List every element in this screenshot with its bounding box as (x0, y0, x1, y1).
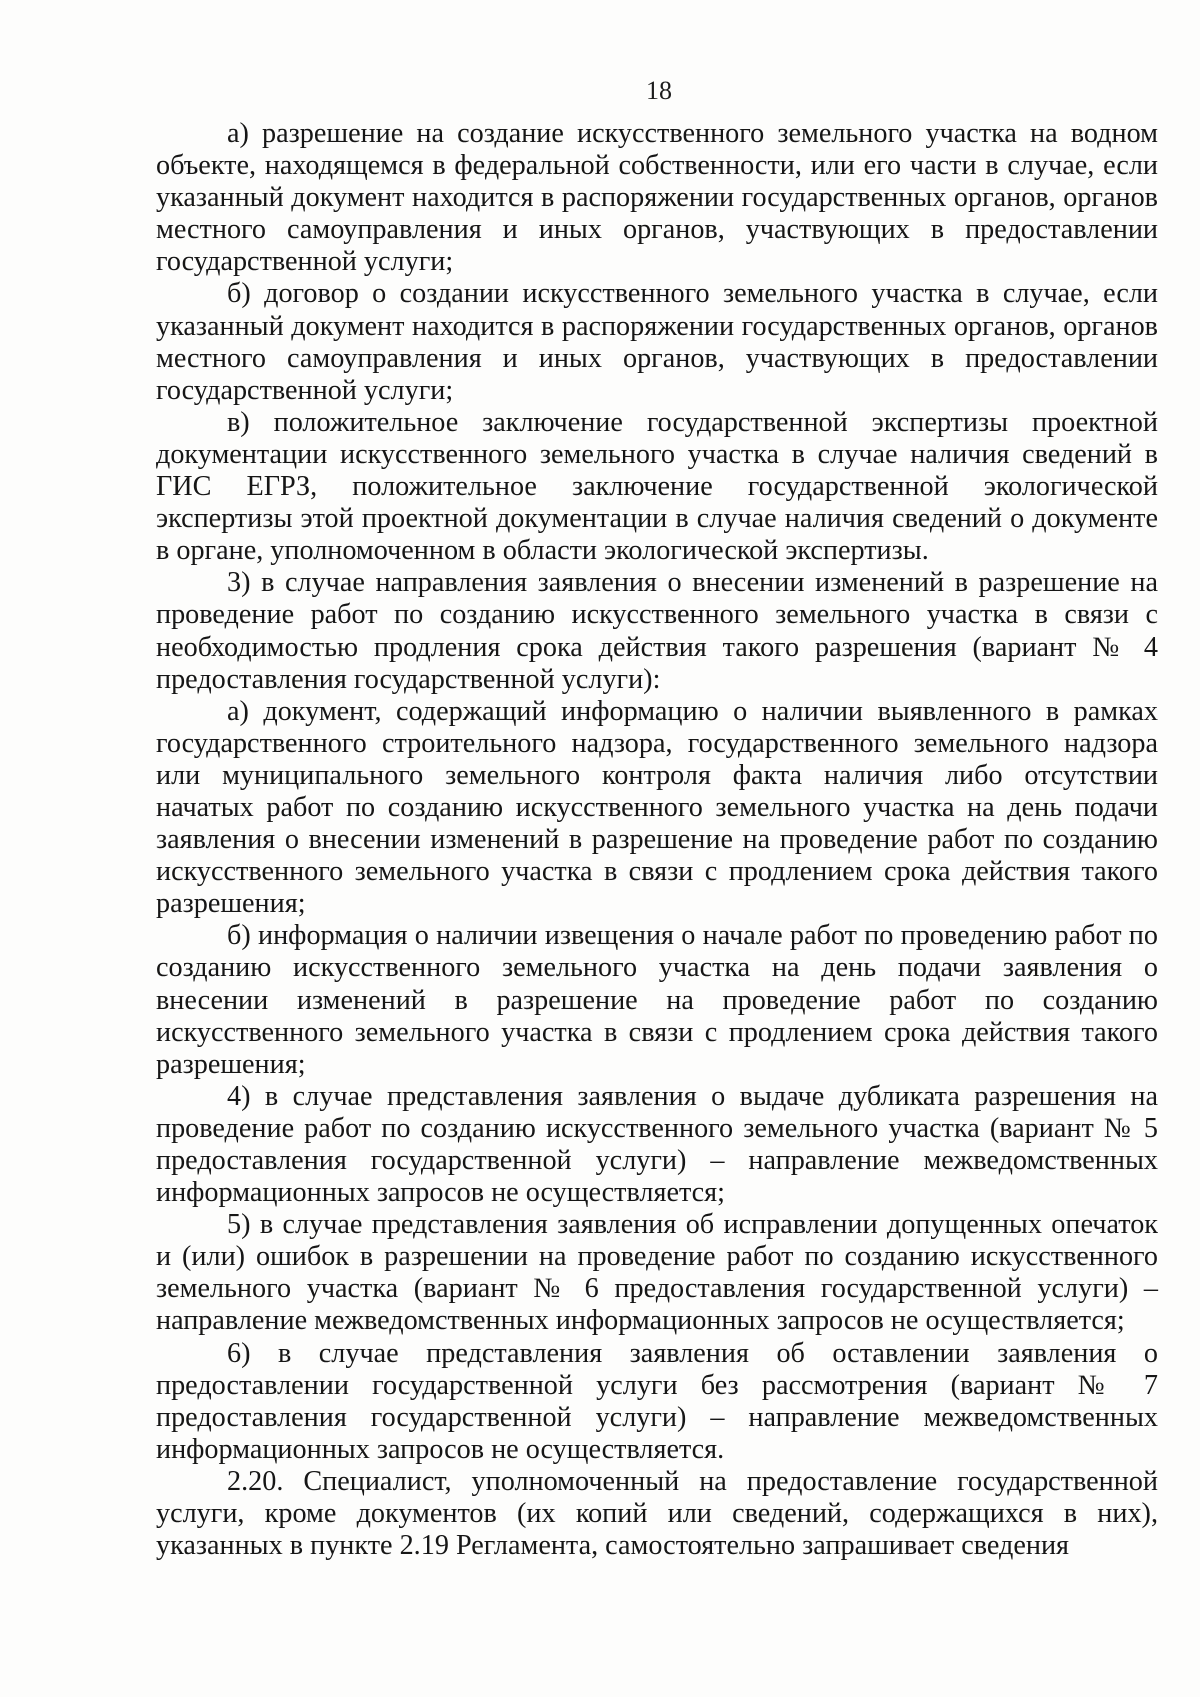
paragraph-3a-document: а) документ, содержащий информацию о наличии выявленного в рамках государственного строительного надзора, государственного земельного надзора или муниципального земельного контроля факта наличия либо отсутствии начатых работ по созданию искусственного земельного участка на день подачи заявления о внесении изменений в разрешение на проведение работ по созданию искусственного земельного участка в связи с продлением срока действия такого разрешения; (156, 695, 1158, 920)
page-number: 18 (646, 76, 672, 105)
paragraph-2b-contract: б) договор о создании искусственного земельного участка в случае, если указанный документ находится в распоряжении государственных органов, органов местного самоуправления и иных органов, участвующих в предоставлении государственной услуги; (156, 278, 1158, 406)
document-body (156, 118, 1158, 1562)
paragraph-2c-expertise: в) положительное заключение государственной экспертизы проектной документации искусственного земельного участка в случае наличия сведений в ГИС ЕГРЗ, положительное заключение государственной экологической экспертизы этой проектной документации в случае наличия сведений о документе в органе, уполномоченном в области экологической экспертизы. (156, 406, 1158, 567)
paragraph-3b-information: б) информация о наличии извещения о начале работ по проведению работ по созданию искусственного земельного участка на день подачи заявления о внесении изменений в разрешение на проведение работ по созданию искусственного земельного участка в связи с продлением срока действия такого разрешения; (156, 920, 1158, 1080)
paragraph-6-without-review: 6) в случае представления заявления об оставлении заявления о предоставлении государственной услуги без рассмотрения (вариант № 7 предоставления государственной услуги) – направление межведомственных информационных запросов не осуществляется. (156, 1337, 1158, 1465)
paragraph-5-corrections: 5) в случае представления заявления об исправлении допущенных опечаток и (или) ошибок в разрешении на проведение работ по созданию искусственного земельного участка (вариант № 6 предоставления государственной услуги) – направление межведомственных информационных запросов не осуществляется; (156, 1209, 1158, 1337)
paragraph-2a-permit: а) разрешение на создание искусственного земельного участка на водном объекте, находящемся в федеральной собственности, или его части в случае, если указанный документ находится в распоряжении государственных органов, органов местного самоуправления и иных органов, участвующих в предоставлении государственной услуги; (156, 118, 1158, 278)
paragraph-4-duplicate: 4) в случае представления заявления о выдаче дубликата разрешения на проведение работ по созданию искусственного земельного участка (вариант № 5 предоставления государственной услуги) – направление межведомственных информационных запросов не осуществляется; (156, 1080, 1158, 1209)
paragraph-2-20-specialist: 2.20. Специалист, уполномоченный на предоставление государственной услуги, кроме документов (их копий или сведений, содержащихся в них), указанных в пункте 2.19 Регламента, самостоятельно запрашивает сведения (156, 1465, 1158, 1562)
paragraph-3-changes: 3) в случае направления заявления о внесении изменений в разрешение на проведение работ по созданию искусственного земельного участка в связи с необходимостью продления срока действия такого разрешения (вариант № 4 предоставления государственной услуги): (156, 567, 1158, 695)
